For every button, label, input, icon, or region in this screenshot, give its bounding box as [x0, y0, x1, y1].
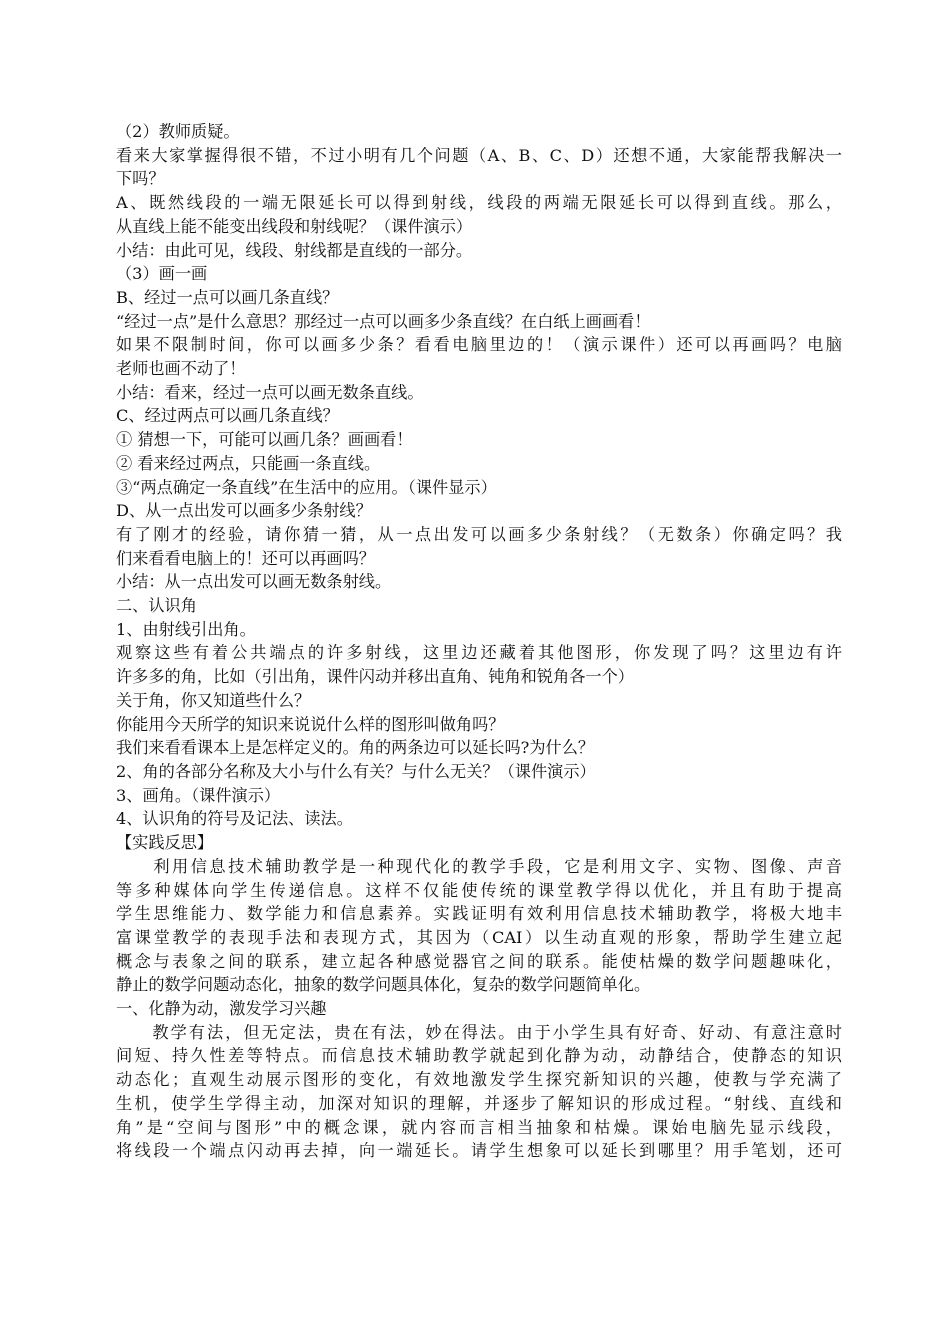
text-line: 有了刚才的经验，请你猜一猜，从一点出发可以画多少条射线？（无数条）你确定吗？我 [116, 524, 842, 544]
text-line: 老师也画不动了！ [116, 359, 246, 379]
text-line: 小结：从一点出发可以画无数条射线。 [116, 572, 392, 592]
text-line: 教学有法，但无定法，贵在有法，妙在得法。由于小学生具有好奇、好动、有意注意时 [116, 1022, 842, 1042]
text-line: 角”是“空间与图形”中的概念课，就内容而言相当抽象和枯燥。课始电脑先显示线段， [116, 1117, 842, 1137]
text-line: 二、认识角 [116, 596, 197, 616]
text-line: 富课堂教学的表现手法和表现方式，其因为（CAI）以生动直观的形象，帮助学生建立起 [116, 927, 842, 947]
text-line: 从直线上能不能变出线段和射线呢？（课件演示） [116, 216, 473, 236]
text-line: 等多种媒体向学生传递信息。这样不仅能使传统的课堂教学得以优化，并且有助于提高 [116, 880, 842, 900]
text-line: 学生思维能力、数学能力和信息素养。实践证明有效利用信息技术辅助教学，将极大地丰 [116, 904, 842, 924]
text-line: 看来大家掌握得很不错，不过小明有几个问题（A、B、C、D）还想不通，大家能帮我解决一 [116, 145, 842, 165]
text-line: 一、化静为动，激发学习兴趣 [116, 999, 327, 1019]
text-line: ② 看来经过两点，只能画一条直线。 [116, 453, 381, 473]
text-line: （3）画一画 [116, 264, 208, 284]
text-line: 将线段一个端点闪动再去掉，向一端延长。请学生想象可以延长到哪里？用手笔划，还可 [116, 1141, 842, 1161]
text-line: 们来看看电脑上的！还可以再画吗？ [116, 548, 375, 568]
text-line: 关于角，你又知道些什么？ [116, 690, 311, 710]
text-line: 许多多的角，比如（引出角，课件闪动并移出直角、钝角和锐角各一个） [116, 667, 634, 687]
text-line: 我们来看看课本上是怎样定义的。角的两条边可以延长吗?为什么？ [116, 738, 595, 758]
text-line: 如果不限制时间，你可以画多少条？看看电脑里边的！（演示课件）还可以再画吗？电脑 [116, 335, 842, 355]
text-line: 小结：由此可见，线段、射线都是直线的一部分。 [116, 240, 473, 260]
text-line: （2）教师质疑。 [116, 122, 240, 141]
text-line: 动态化；直观生动展示图形的变化，有效地激发学生探究新知识的兴趣，使教与学充满了 [116, 1070, 842, 1090]
text-line: 4、认识角的符号及记法、读法。 [116, 809, 353, 829]
text-line: 下吗？ [116, 169, 165, 189]
text-line: A、既然线段的一端无限延长可以得到射线，线段的两端无限延长可以得到直线。那么， [116, 193, 842, 213]
text-line: D、从一点出发可以画多少条射线？ [116, 501, 372, 521]
text-line: “经过一点”是什么意思？那经过一点可以画多少条直线？在白纸上画画看！ [116, 311, 651, 331]
text-line: 概念与表象之间的联系，建立起各种感觉器官之间的联系。能使枯燥的数学问题趣味化， [116, 951, 842, 971]
text-line: 观察这些有着公共端点的许多射线，这里边还藏着其他图形，你发现了吗？这里边有许 [116, 643, 842, 663]
text-line: 3、画角。（课件演示） [116, 785, 281, 805]
text-line: C、经过两点可以画几条直线？ [116, 406, 339, 426]
text-line: 利用信息技术辅助教学是一种现代化的教学手段，它是利用文字、实物、图像、声音 [116, 856, 842, 876]
text-line: B、经过一点可以画几条直线？ [116, 287, 339, 307]
text-line: ③“两点确定一条直线”在生活中的应用。（课件显示） [116, 477, 497, 497]
text-line: 你能用今天所学的知识来说说什么样的图形叫做角吗？ [116, 714, 505, 734]
document-page [116, 120, 842, 1163]
text-line: 2、角的各部分名称及大小与什么有关？与什么无关？（课件演示） [116, 761, 596, 781]
text-line: 生机，使学生学得主动，加深对知识的理解，并逐步了解知识的形成过程。“射线、直线和 [116, 1093, 842, 1113]
text-line: ① 猜想一下，可能可以画几条？画画看！ [116, 430, 413, 450]
text-line: 小结：看来，经过一点可以画无数条直线。 [116, 382, 424, 402]
text-line: 【实践反思】 [116, 833, 214, 853]
text-line: 静止的数学问题动态化，抽象的数学问题具体化，复杂的数学问题简单化。 [116, 975, 651, 995]
text-line: 间短、持久性差等特点。而信息技术辅助教学就起到化静为动，动静结合，使静态的知识 [116, 1046, 842, 1066]
text-line: 1、由射线引出角。 [116, 619, 256, 639]
